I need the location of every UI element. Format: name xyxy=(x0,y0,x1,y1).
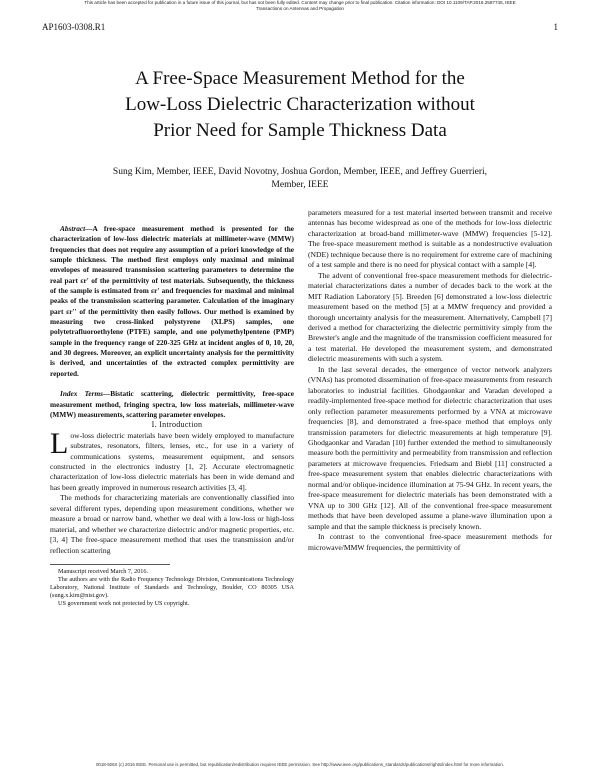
title-line-2: Low-Loss Dielectric Characterization without xyxy=(125,94,475,115)
right-paragraph-3: In the last several decades, the emergence of vector network analyzers (VNAs) has promoted dissemination of free-space measurements from research laboratories to industrial facilities. Ghodgaonkar and Varadan developed a readily-implemented free-space method for dielectric characterization that uses only reflection parameter measurements performed by a VNA at microwave frequencies [8], and demonstrated a free-space method that employs only transmission parameters for dielectric measurements at high temperature [9]. Ghodgaonkar and Varadan [10] further extended the method to simultaneously measure both the permittivity and permeability from transmission and reflection parameters at microwave frequencies. Friedsam and Biebl [11] constructed a free-space measurement system that enables dielectric characterizations with normal and/or oblique-incidence illumination at 75-94 GHz. In recent years, the free-space measurement for dielectric materials has been demonstrated with a VNA up to 300 GHz [12]. All of the conventional free-space measurement methods that have been developed assume a plane-wave illumination upon a sample and that the sample thickness is precisely known. xyxy=(308,364,552,531)
abstract xyxy=(50,224,294,379)
author-list xyxy=(60,166,540,192)
index-terms-text: —Bistatic scattering, dielectric permittivity, free-space measurement method, fringing spectra, low loss materials, millimeter-wave (MMW) measurements, scattering parameter envelopes. xyxy=(50,389,294,419)
title-line-3: Prior Need for Sample Thickness Data xyxy=(153,120,447,141)
right-paragraph-2: The advent of conventional free-space measurement methods for dielectric-material characterizations dates a number of decades back to the work at the MIT Radiation Laboratory [5]. Breeden [6] demonstrated a low-loss dielectric measurement based on the method [5] at a MMW frequency and provided a thorough uncertainty analysis for the measurement. Alternatively, Campbell [7] derived a method for characterizing the dielectric permittivity simply from the Brewster's angle and the magnitude of the transmission coefficient measured for a test material. He developed the measurement system, and demonstrated dielectric measurements with such a system. xyxy=(308,270,552,364)
index-terms-lead: Index Terms xyxy=(60,389,103,399)
footnote-affiliation: The authors are with the Radio Frequency Technology Division, Communications Technology Laboratory, National Institute of Standards and Technology, Boulder, CO 80305 USA (sung.x.kim@nist.gov). xyxy=(50,576,294,600)
paper-title xyxy=(60,66,540,144)
right-paragraph-1: parameters measured for a test material inserted between transmit and receive antennas has become widespread as one of the methods for low-loss dielectric characterization at broad-band millimeter-wave (MMW) frequencies [5-12]. The free-space measurement method is suitable as a nondestructive evaluation (NDE) technique because there is no requirement for extreme care of machining of a test sample and there is no need for physical contact with a sample [4]. xyxy=(308,208,552,270)
right-paragraph-4: In contrast to the conventional free-space measurement methods for microwave/MMW frequencies, the permittivity of xyxy=(308,532,552,552)
right-column xyxy=(308,208,552,553)
authors-line-1: Sung Kim, Member, IEEE, David Novotny, Joshua Gordon, Member, IEEE, and Jeffrey Guerrieri, xyxy=(112,167,488,177)
section-heading-introduction: I. Introduction xyxy=(151,420,203,430)
abstract-lead: Abstract xyxy=(60,224,86,233)
copyright-footer: 0018-926X (c) 2016 IEEE. Personal use is permitted, but republication/redistribution requires IEEE permission. See http://www.ieee.org/publications_standards/publications/rights/index.html for more information. xyxy=(95,762,505,767)
footnotes xyxy=(50,568,294,608)
intro-p1-text: ow-loss dielectric materials have been widely employed to manufacture substrates, resonators, filters, lenses, etc., for use in a variety of communications systems, measurement equipment, and sensors constructed in the electronics industry [1, 2]. Accurate electromagnetic characterization of low-loss dielectric materials has been in wide demand and has been greatly improved in numerous research activities [3, 4]. xyxy=(50,430,294,492)
banner-line-1: This article has been accepted for publication in a future issue of this journal, but has not been fully edited. Content may change prior to final publication. Citation information: DOI 10.1109/TAP.2016.2587745, IEEE xyxy=(84,0,516,5)
banner-line-2: Transactions on Antennas and Propagation xyxy=(256,6,344,11)
running-header xyxy=(42,22,558,34)
intro-paragraph-1 xyxy=(50,426,294,494)
left-column xyxy=(50,224,294,608)
preprint-banner xyxy=(0,0,600,12)
authors-line-2: Member, IEEE xyxy=(271,180,329,190)
footnote-copyright: US government work not protected by US copyright. xyxy=(58,600,190,608)
index-terms xyxy=(50,389,294,420)
abstract-text: —A free-space measurement method is presented for the characterization of low-loss dielectric materials at millimeter-wave (MMW) frequencies that does not require any assumption of a priori knowledge of the sample thickness. The method first employs only maximal and minimal envelopes of measured transmission scattering parameters to determine the real part εr' of the permittivity of test materials. Subsequently, the thickness of the sample is estimated from εr' and frequencies for maximal and minimal peaks of the transmission scattering parameter. Calculation of the imaginary part εr'' of the permittivity then easily follows. Our method is examined by measuring two cross-linked polystyrene (XLPS) samples, one polytetrafluoroethylene (PTFE) sample, and one polymethylpentene (PMP) sample in the frequency range of 220-325 GHz at incident angles of 0, 10, 20, and 30 degrees. Moreover, an explicit uncertainty analysis for the permittivity is derived, and uncertainties of the extracted complex permittivity are reported. xyxy=(50,224,294,378)
drop-cap: L xyxy=(50,426,69,460)
page-number: 1 xyxy=(553,22,558,32)
footnote-received: Manuscript received March 7, 2016. xyxy=(58,568,149,576)
intro-paragraph-2: The methods for characterizing materials are conventionally classified into several different types, depending upon measurement conditions, whether we measure a broad or narrow band, whether we deal with a low-loss or high-loss material, and whether we characterize dielectric and/or magnetic properties, etc. [3, 4] The free-space measurement method that uses the transmission and/or reflection scattering xyxy=(50,493,294,555)
title-line-1: A Free-Space Measurement Method for the xyxy=(135,68,465,89)
paper-id: AP1603-0308.R1 xyxy=(42,22,106,32)
